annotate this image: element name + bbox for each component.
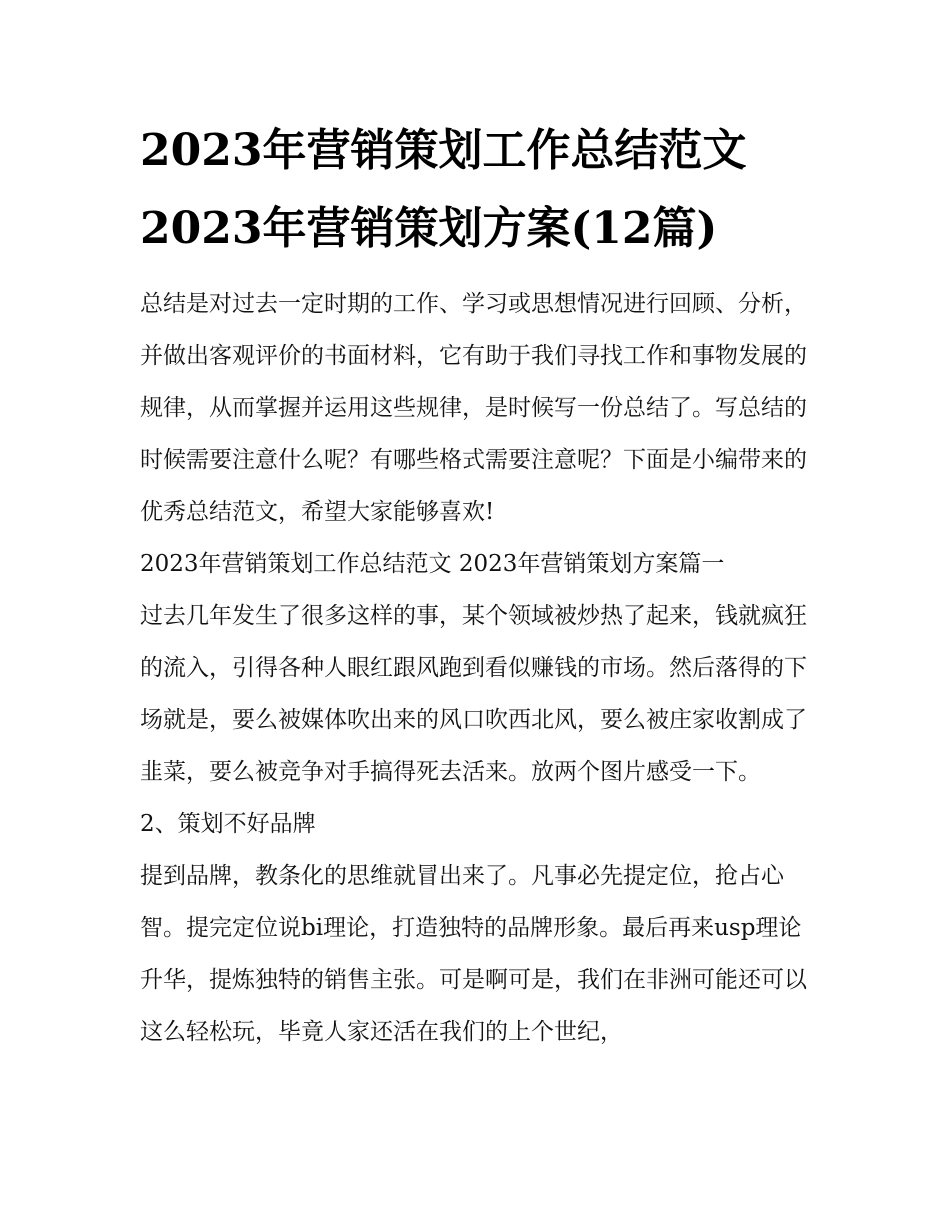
subheading: 2、策划不好品牌 — [140, 811, 316, 837]
title-line-2: 2023年营销策划方案(12篇) — [140, 203, 718, 254]
body-paragraph: 过去几年发生了很多这样的事，某个领域被炒热了起来，钱就疯狂的流入，引得各种人眼红跟风跑到看似赚钱的市场。然后落得的下场就是，要么被媒体吹出来的风口吹西北风，要么被庄家收割成了韭菜，要么被竞争对手搞得死去活来。放两个图片感受一下。 — [140, 603, 807, 785]
section-heading: 2023年营销策划工作总结范文 2023年营销策划方案篇一 — [140, 551, 725, 577]
intro-paragraph: 总结是对过去一定时期的工作、学习或思想情况进行回顾、分析，并做出客观评价的书面材料，它有助于我们寻找工作和事物发展的规律，从而掌握并运用这些规律，是时候写一份总结了。写总结的时候需要注意什么呢？有哪些格式需要注意呢？下面是小编带来的优秀总结范文，希望大家能够喜欢! — [140, 291, 807, 525]
document-title — [140, 112, 840, 268]
document-body — [140, 278, 820, 1058]
title-line-1: 2023年营销策划工作总结范文 — [140, 125, 747, 176]
body-paragraph: 提到品牌，教条化的思维就冒出来了。凡事必先提定位，抢占心智。提完定位说bi理论，打造独特的品牌形象。最后再来usp理论升华，提炼独特的销售主张。可是啊可是，我们在非洲可能还可以这么轻松玩，毕竟人家还活在我们的上个世纪， — [140, 863, 807, 1045]
